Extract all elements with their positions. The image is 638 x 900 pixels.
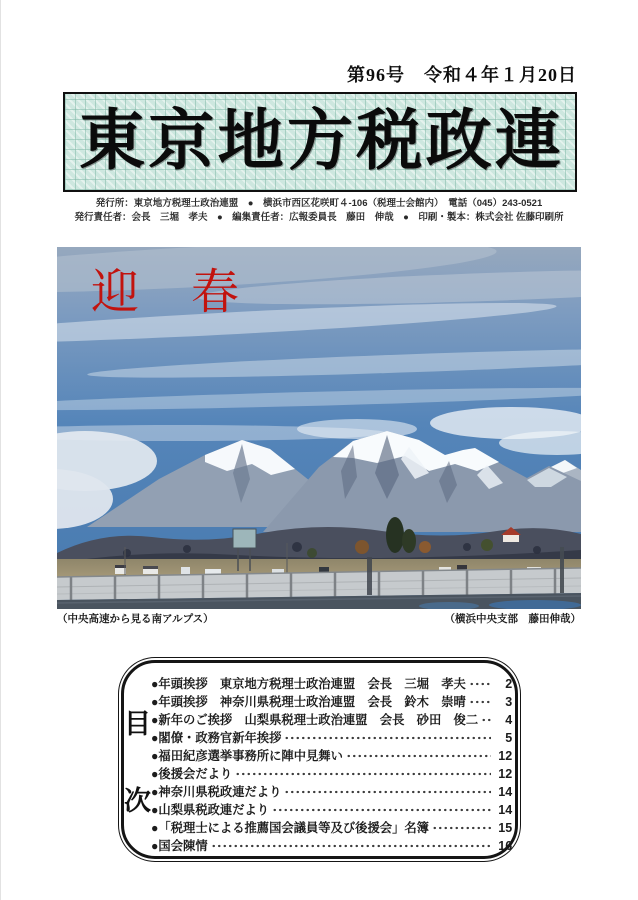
dot-leader (272, 803, 491, 815)
toc-item (151, 836, 512, 854)
newsletter-title: 東 京 地 方 税 政 連 (79, 105, 561, 178)
dot-leader (211, 839, 492, 851)
scan-edge-line (0, 0, 1, 900)
toc-heading-char-1: 目 (124, 708, 151, 739)
toc-item-page: 3 (505, 695, 513, 709)
dot-leader (284, 731, 491, 743)
toc-item (151, 818, 512, 836)
toc-item-label: ●福田紀彦選挙事務所に陣中見舞い (151, 749, 343, 763)
toc-item-label: ●国会陳情 (151, 839, 208, 853)
toc-item-page: 14 (498, 803, 513, 817)
publisher-line-2: 発行責任者：会長 三堀 孝夫 ● 編集責任者：広報委員長 藤田 伸哉 ● 印刷・製本：株式会社 佐藤印刷所 (74, 212, 564, 223)
photo-caption-right: （横浜中央支部 藤田伸哉） (444, 613, 581, 625)
toc-item (151, 710, 512, 728)
dot-leader (469, 695, 491, 707)
photo-captions (57, 611, 581, 626)
cover-photo (57, 247, 581, 609)
dot-leader (346, 749, 491, 761)
toc-item-label: ●山梨県税政連だより (151, 803, 270, 817)
dot-leader (481, 713, 491, 725)
dot-leader (235, 767, 491, 779)
toc-item (151, 782, 512, 800)
toc-item-page: 16 (498, 839, 513, 853)
toc-heading-char-2: 次 (124, 785, 151, 816)
toc-item (151, 800, 512, 818)
toc-item-page: 12 (498, 749, 513, 763)
dot-leader (469, 677, 491, 689)
new-year-greeting: 迎 春 (91, 266, 242, 319)
toc-heading (124, 674, 151, 845)
toc-item-page: 15 (498, 821, 513, 835)
dot-leader (432, 821, 491, 833)
issue-number-date: 第96号 令和４年１月20日 (347, 65, 577, 85)
toc-item-label: ●年頭挨拶 神奈川県税理士政治連盟 会長 鈴木 崇晴 (151, 695, 466, 709)
toc-item (151, 692, 512, 710)
toc-item-page: 2 (505, 677, 513, 691)
toc-item-page: 12 (498, 767, 513, 781)
dot-leader (284, 785, 491, 797)
toc-item-label: ●神奈川県税政連だより (151, 785, 282, 799)
table-of-contents (121, 660, 518, 859)
toc-item-label: ●後援会だより (151, 767, 233, 781)
toc-list (151, 674, 513, 853)
toc-item-label: ●年頭挨拶 東京地方税理士政治連盟 会長 三堀 孝夫 (151, 677, 466, 691)
publisher-line-1: 発行所：東京地方税理士政治連盟 ● 横浜市西区花咲町４-106（税理士会館内） 電話（045）243-0521 (95, 198, 543, 209)
toc-item (151, 746, 512, 764)
toc-item-page: 4 (505, 713, 513, 727)
toc-item-label: ●新年のご挨拶 山梨県税理士政治連盟 会長 砂田 俊二 (151, 713, 479, 727)
toc-item-label: ●閣僚・政務官新年挨拶 (151, 731, 282, 745)
toc-item-label: ●「税理士による推薦国会議員等及び後援会」名簿 (151, 821, 429, 835)
toc-item (151, 764, 512, 782)
photo-caption-left: （中央高速から見る南アルプス） (57, 613, 214, 625)
toc-item-page: 5 (505, 731, 513, 745)
toc-item (151, 728, 512, 746)
toc-item (151, 674, 512, 692)
publisher-info (40, 197, 598, 225)
toc-item-page: 14 (498, 785, 513, 799)
masthead-banner (63, 92, 577, 192)
